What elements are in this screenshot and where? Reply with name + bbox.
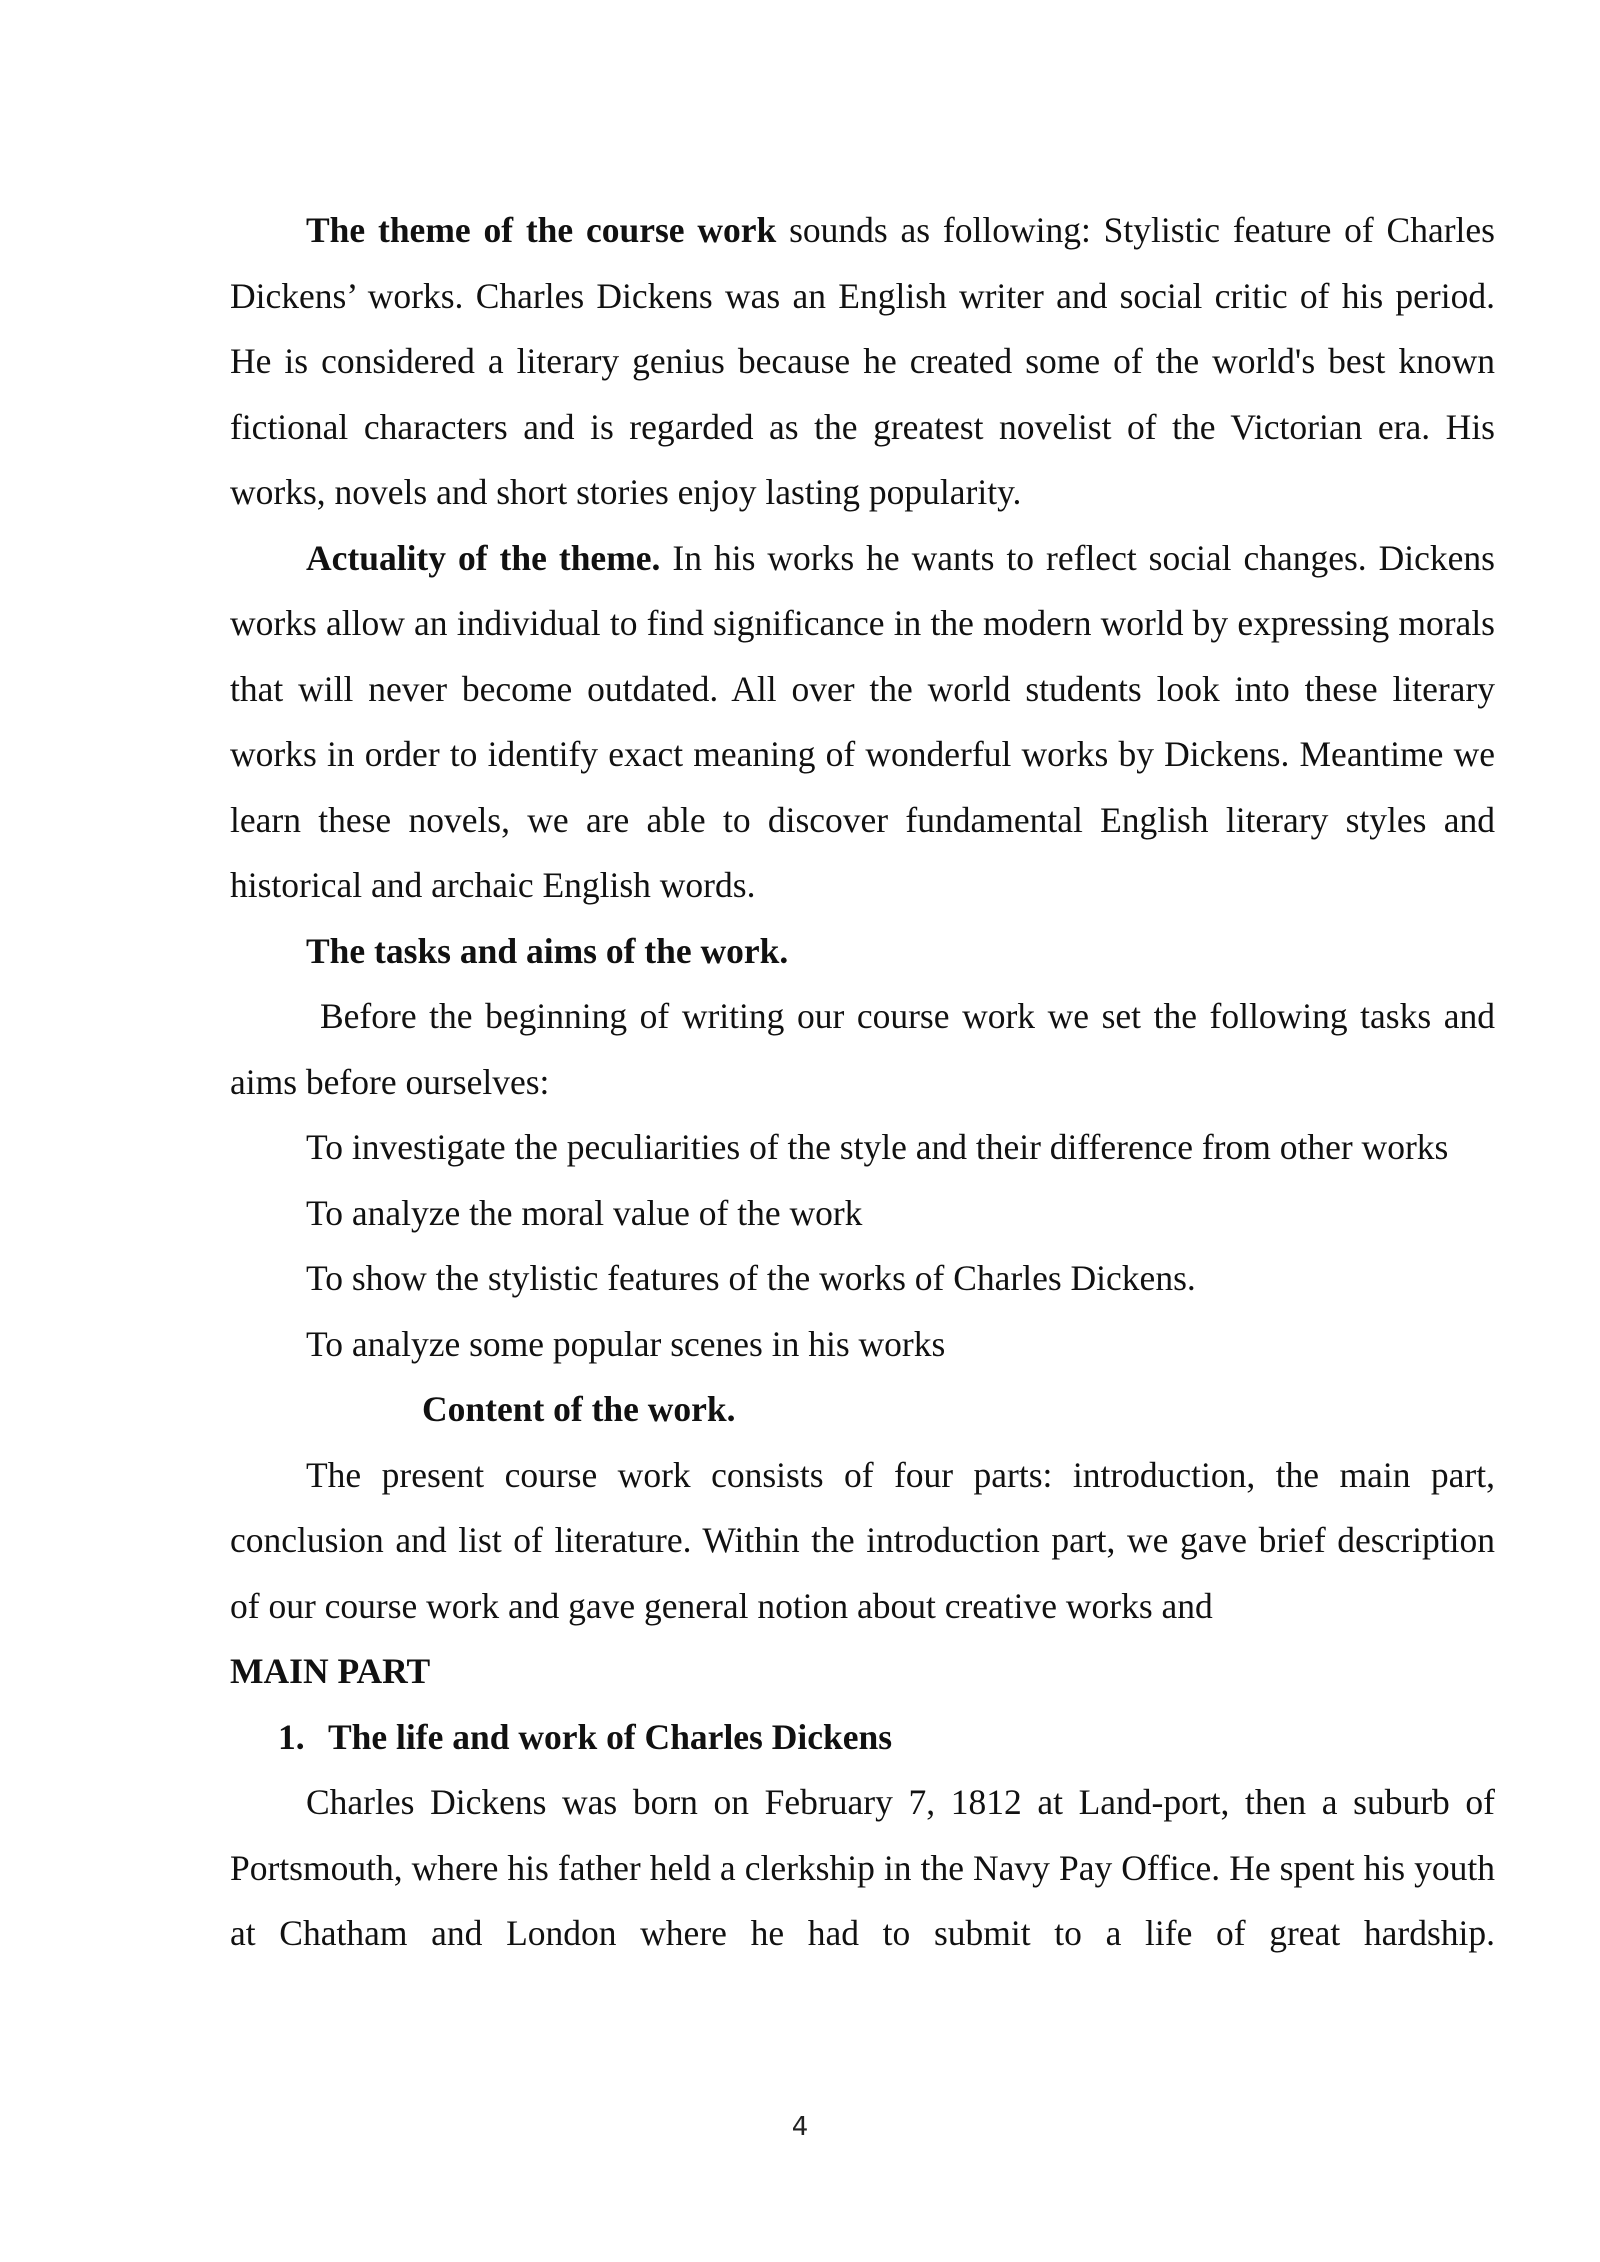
paragraph-content: The present course work consists of four parts: introduction, the main part, conclusion and list of literature. Within the introduction part, we gave brief description of our course work and gave general notion about creative works and [230,1454,1495,1626]
task-item-4: To analyze some popular scenes in his works [306,1323,946,1364]
paragraph-actuality [230,526,1495,919]
theme-lead: The theme of the course work [306,210,777,250]
actuality-lead: Actuality of the theme. [306,537,661,578]
tasks-heading-text: The tasks and aims of the work. [306,930,789,971]
section-title: The life and work of Charles Dickens [328,1716,893,1757]
paragraph-tasks-intro: Before the beginning of writing our course work we set the following tasks and aims before ourselves: [230,996,1495,1102]
paragraph-theme [230,198,1495,526]
tasks-heading [230,919,1495,985]
section-heading [230,1705,1495,1771]
page-number: 4 [791,2112,809,2142]
task-item-1: To investigate the peculiarities of the style and their difference from other works [306,1127,1449,1167]
main-part-heading: MAIN PART [230,1651,431,1691]
section-number: 1. [278,1716,305,1757]
content-heading [230,1377,1495,1443]
task-item-2: To analyze the moral value of the work [306,1192,863,1233]
theme-text: sounds as following: Stylistic feature of Charles Dickens’ works. Charles Dickens was an English writer and social critic of his period. He is considered a literary genius because he created some of the world's best known fictional characters and is regarded as the greatest novelist of the Victorian era. His works, novels and short stories enjoy lasting popularity. [230,210,1495,512]
actuality-text: In his works he wants to reflect social changes. Dickens works allow an individual to find significance in the modern world by expressing morals that will never become outdated. All over the world students look into these literary works in order to identify exact meaning of wonderful works by Dickens. Meantime we learn these novels, we are able to discover fundamental English literary styles and historical and archaic English words. [230,537,1495,905]
task-item-3: To show the stylistic features of the works of Charles Dickens. [306,1258,1196,1298]
paragraph-biography: Charles Dickens was born on February 7, 1812 at Land-port, then a suburb of Portsmouth, where his father held a clerkship in the Navy Pay Office. He spent his youth at Chatham and London where he had to submit to a life of great hardship. [230,1782,1495,1953]
content-heading-text: Content of the work. [422,1389,736,1429]
document-body [230,198,1495,1967]
